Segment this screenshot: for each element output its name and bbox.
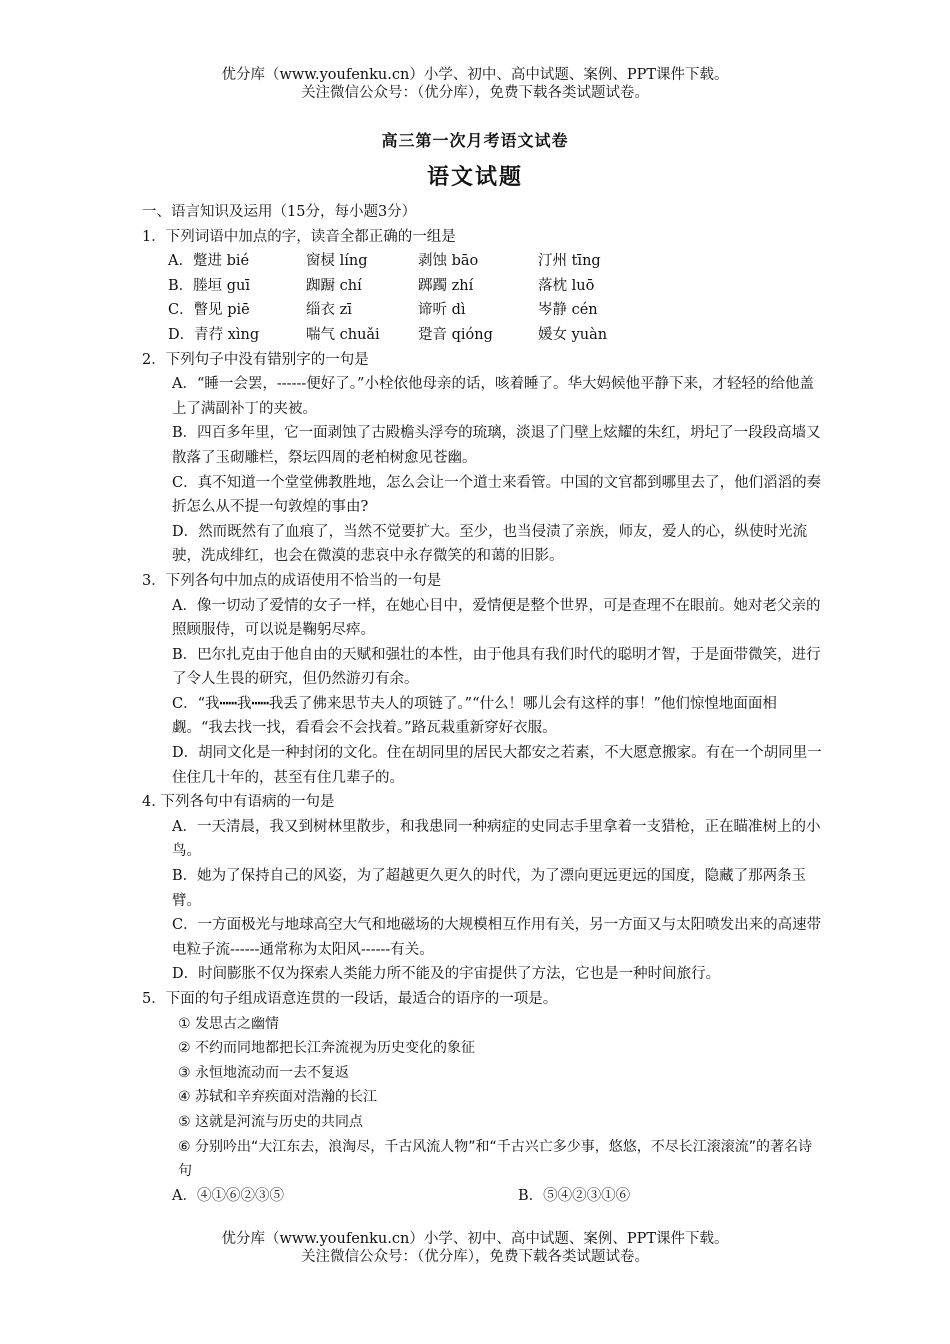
- question-5-answers: [142, 1184, 822, 1209]
- q1-b-4: 落枕 luō: [538, 277, 595, 294]
- question-1-option-c: [142, 298, 822, 323]
- q5-item-3: ③ 永恒地流动而一去不复返: [178, 1064, 350, 1081]
- exam-content: [142, 200, 822, 1208]
- page-footer: [0, 1230, 950, 1266]
- question-3-stem: 3．下列各句中加点的成语使用不恰当的一句是: [142, 572, 442, 589]
- question-1-option-b: [142, 274, 822, 299]
- question-4-option-a: A．一天清晨，我又到树林里散步，和我患同一种病症的史同志手里拿着一支猎枪，正在瞄准树上的小鸟。: [172, 818, 821, 860]
- q5-answer-b: B．⑤④②③①⑥: [518, 1187, 631, 1204]
- question-4-option-d: D．时间膨胀不仅为探索人类能力所不能及的宇宙提供了方法，它也是一种时间旅行。: [172, 966, 721, 983]
- q1-a-1: A．蹩进 bié: [168, 253, 250, 270]
- question-1-option-a: [142, 249, 822, 274]
- q1-c-4: 岑静 cén: [538, 302, 598, 319]
- section-heading: 一、语言知识及运用（15分，每小题3分）: [142, 204, 417, 220]
- question-3-option-a: A．像一切动了爱情的女子一样，在她心目中，爱情便是整个世界，可是查理不在眼前。她对老父亲的照顾服侍，可以说是鞠躬尽瘁。: [172, 597, 821, 639]
- page-header: [0, 66, 950, 102]
- q1-a-3: 剥蚀 bāo: [418, 253, 479, 270]
- subject-title: 语文试题: [426, 164, 523, 190]
- q1-d-2: 喘气 chuǎi: [306, 326, 380, 343]
- header-line-2: 关注微信公众号：（优分库），免费下载各类试题试卷。: [301, 85, 649, 101]
- question-2-option-c: C．真不知道一个堂堂佛教胜地，怎么会让一个道士来看管。中国的文官都到哪里去了，他们滔滔的奏折怎么从不提一句敦煌的事由?: [172, 474, 822, 516]
- q5-item-6: ⑥ 分别吟出“大江东去，浪淘尽，千古风流人物”和“千古兴亡多少事，悠悠，不尽长江滚滚流”的著名诗句: [178, 1138, 813, 1180]
- question-3-option-d: D．胡同文化是一种封闭的文化。住在胡同里的居民大都安之若素，不大愿意搬家。有在一个胡同里一住住几十年的，甚至有住几辈子的。: [172, 745, 822, 786]
- question-2-option-d: D．然而既然有了血痕了，当然不觉要扩大。至少，也当侵渍了亲族，师友，爱人的心，纵使时光流驶，洗成绯红，也会在微漠的悲哀中永存微笑的和蔼的旧影。: [172, 523, 808, 565]
- question-3-option-c: C．“我┅┅我┅┅我丢了佛来思节夫人的项链了。”“什么！哪儿会有这样的事！”他们惊惶地面面相觑。“我去找一找，看看会不会找着。”路瓦栽重新穿好衣服。: [172, 695, 777, 737]
- question-4-option-c: C．一方面极光与地球高空大气和地磁场的大规模相互作用有关，另一方面又与太阳喷发出来的高速带电粒子流------通常称为太阳风------有关。: [172, 917, 822, 958]
- q5-answer-a: A．④①⑥②③⑤: [172, 1187, 284, 1204]
- q5-item-4: ④ 苏轼和辛弃疾面对浩瀚的长江: [178, 1089, 378, 1106]
- q5-item-2: ② 不约而同地都把长江奔流视为历史变化的象征: [178, 1040, 475, 1057]
- question-3-option-b: B．巴尔扎克由于他自由的天赋和强壮的本性，由于他具有我们时代的聪明才智，于是面带微笑，进行了令人生畏的研究，但仍然游刃有余。: [172, 646, 821, 688]
- q1-d-3: 跫音 qióng: [418, 326, 493, 343]
- q1-d-4: 媛女 yuàn: [538, 326, 608, 343]
- question-2-option-b: B．四百多年里，它一面剥蚀了古殿檐头浮夸的琉璃，淡退了门壁上炫耀的朱红，坍圮了一段段高墙又散落了玉砌雕栏，祭坛四周的老柏树愈见苍幽。: [172, 425, 821, 466]
- question-2-option-a: A．“睡一会罢，------便好了。”小栓依他母亲的话，咳着睡了。华大妈候他平静下来，才轻轻的给他盖上了满副补丁的夹被。: [172, 376, 814, 417]
- question-1-option-d: [142, 323, 822, 348]
- q1-d-1: D．青荇 xìng: [168, 326, 260, 343]
- q1-a-4: 汀州 tīng: [538, 253, 601, 270]
- q1-c-2: 缁衣 zī: [306, 302, 352, 319]
- q1-c-3: 谛听 dì: [418, 302, 466, 319]
- q5-item-1: ① 发思古之幽情: [178, 1015, 280, 1032]
- footer-line-1: 优分库（www.youfenku.cn）小学、初中、高中试题、案例、PPT课件下载。: [221, 1231, 729, 1247]
- q1-b-1: B．塍垣 guī: [168, 277, 251, 294]
- question-4-option-b: B．她为了保持自己的风姿，为了超越更久更久的时代，为了漂向更远更远的国度，隐藏了那两条玉臂。: [172, 868, 807, 909]
- header-line-1: 优分库（www.youfenku.cn）小学、初中、高中试题、案例、PPT课件下载。: [221, 67, 729, 83]
- question-5-stem: 5．下面的句子组成语意连贯的一段话，最适合的语序的一项是。: [142, 991, 558, 1007]
- q1-a-2: 窗棂 líng: [306, 253, 368, 270]
- question-1-stem: 1．下列词语中加点的字，读音全都正确的一组是: [142, 228, 456, 245]
- q1-b-3: 踯躅 zhí: [418, 277, 474, 294]
- q1-c-1: C．瞥见 piē: [168, 302, 250, 319]
- question-4-stem: 4. 下列各句中有语病的一句是: [142, 794, 335, 811]
- q1-b-2: 踟蹰 chí: [306, 277, 362, 294]
- question-2-stem: 2．下列句子中没有错别字的一句是: [142, 351, 369, 368]
- exam-title: 高三第一次月考语文试卷: [381, 131, 569, 150]
- footer-line-2: 关注微信公众号：（优分库），免费下载各类试题试卷。: [301, 1249, 649, 1265]
- q5-item-5: ⑤ 这就是河流与历史的共同点: [178, 1113, 364, 1130]
